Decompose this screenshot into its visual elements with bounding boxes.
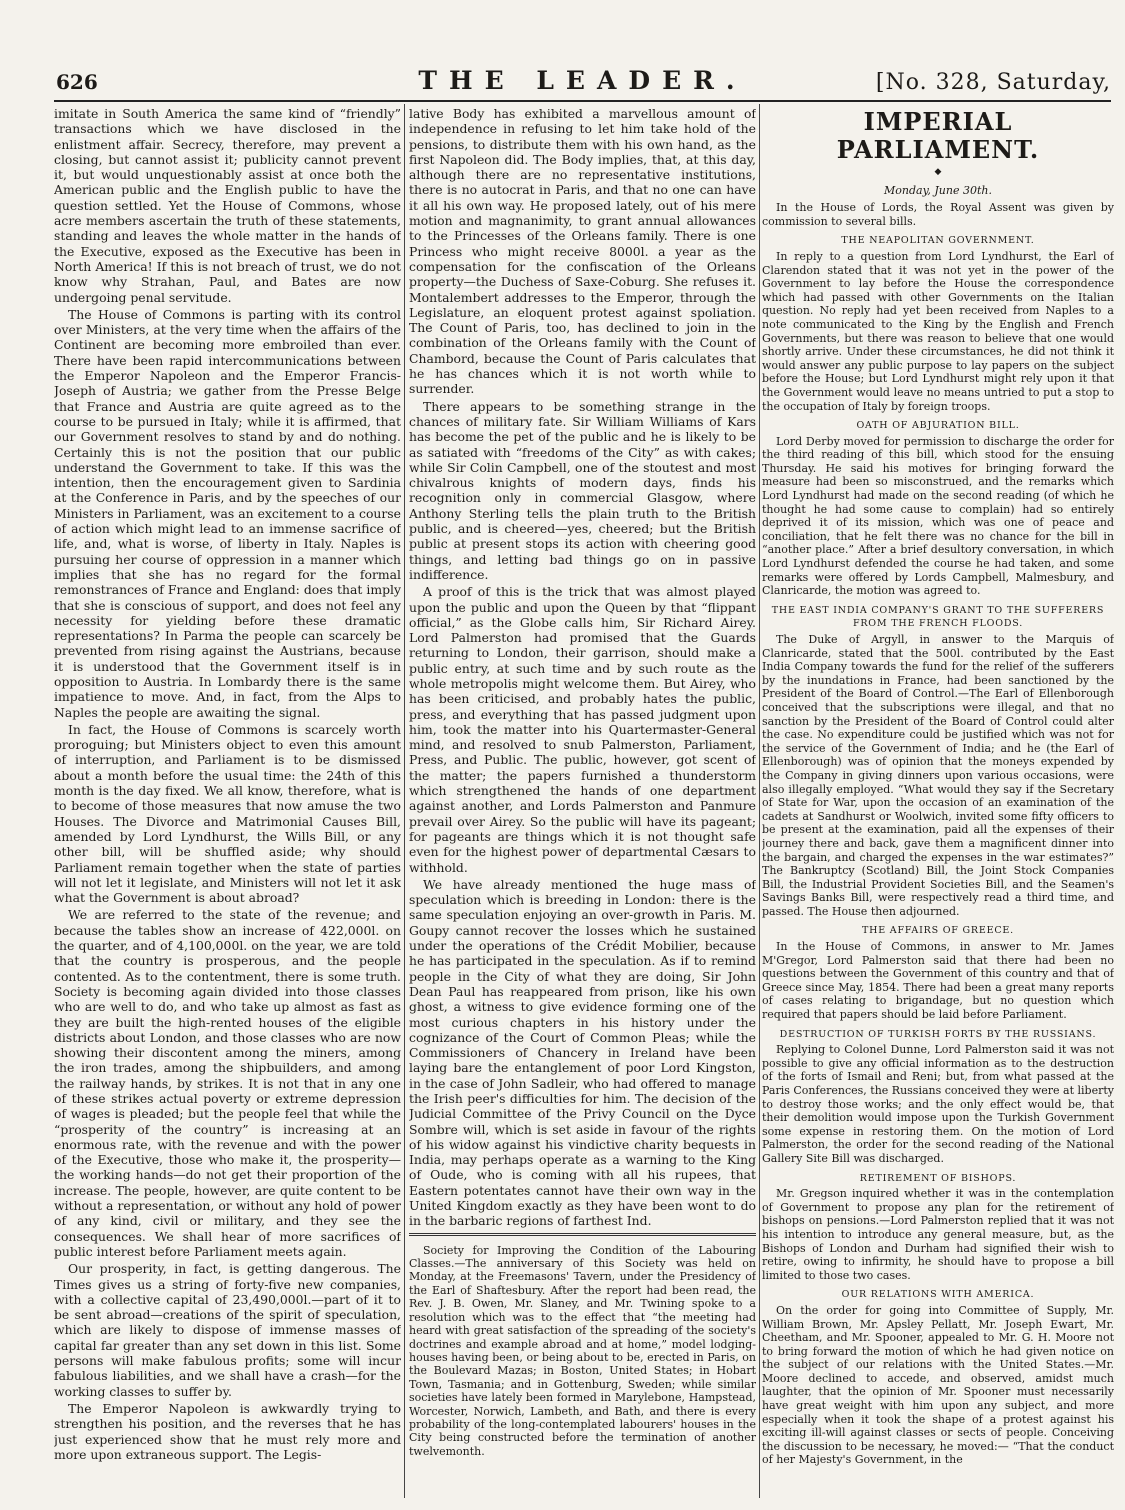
paragraph: The House of Commons is parting with its control over Ministers, at the very time when the affairs of the Continent are becoming more embroiled than ever. There have been rapid intercommunications between the Emperor Napoleon and the Emperor Francis-Joseph of Austria; we gather from the Presse Belge that France and Austria are quite agreed as to the course to be pursued in Italy; while it is affirmed, that our Government resolves to stand by and do nothing. Certainly this is not the position that our public understand the Government to take. If this was the intention, then the encouragement given to Sardinia at the Conference in Paris, and by the speeches of our Ministers in Parliament, was an excitement to a course of action which might lead to an immense sacrifice of life, and, what is worse, of liberty in Italy. Naples is pursuing her course of oppression in a manner which implies that she has no regard for the formal remonstrances of France and England: does that imply that she is conscious of support, and does not feel any necessity for yielding before these dramatic representations? In Parma the people can scarcely be prevented from rising against the Austrians, because it is understood that the Government itself is in opposition to Austria. In Lombardy there is the same impatience to move. And, in fact, from the Alps to Naples the people are awaiting the signal. <box>54 306 401 720</box>
paragraph: In the House of Commons, in answer to Mr. James M'Gregor, Lord Palmerston said that there had been no questions between the Government of this country and that of Greece since May, 1854. There had been a great many reports of cases relating to brigandage, but no question which required that papers should be laid before Parliament. <box>762 940 1114 1022</box>
column-divider <box>759 104 760 1498</box>
subheading: OUR RELATIONS WITH AMERICA. <box>841 1289 1035 1301</box>
paragraph: In reply to a question from Lord Lyndhurst, the Earl of Clarendon stated that it was not yet in the power of the Government to lay before the House the correspondence which had passed with other Governments on the Italian question. No reply had yet been received from Naples to a note communicated to the King by the English and French Governments, but there was reason to believe that one would shortly arrive. Under these circumstances, he did not think it would answer any public purpose to lay papers on the subject before the House; but Lord Lyndhurst might rely upon it that the Government would leave no means untried to put a stop to the occupation of Italy by foreign troops. <box>762 249 1114 413</box>
subheading: RETIREMENT OF BISHOPS. <box>859 1172 1017 1184</box>
subheading: THE NEAPOLITAN GOVERNMENT. <box>841 235 1035 247</box>
column-2 <box>409 106 756 1498</box>
paragraph: Mr. Gregson inquired whether it was in the contemplation of Government to propose any plan for the retirement of bishops on pensions.—Lord Palmerston replied that it was not his intention to introduce any general measure, but, as the Bishops of London and Durham had signified their wish to retire, owing to infirmity, he should have to propose a bill limited to those two cases. <box>762 1187 1114 1282</box>
paragraph: Lord Derby moved for permission to discharge the order for the third reading of this bill, which stood for the ensuing Thursday. He said his motives for bringing forward the measure had been so misconstrued, and the remarks which Lord Lyndhurst had made on the second reading (of which he thought he had some cause to complain) had so entirely deprived it of its mission, which was one of peace and conciliation, that he felt there was no chance for the bill in “another place.” After a brief desultory conversation, in which Lord Lyndhurst defended the course he had taken, and some remarks were offered by Lords Campbell, Malmesbury, and Clanricarde, the motion was agreed to. <box>762 434 1114 598</box>
page-number: 626 <box>56 70 98 94</box>
section-heading: IMPERIAL PARLIAMENT. <box>836 107 1040 164</box>
column-3 <box>762 106 1114 1498</box>
column-1 <box>54 106 401 1498</box>
paragraph: The Duke of Argyll, in answer to the Marquis of Clanricarde, stated that the 500l. contributed by the East India Company towards the fund for the relief of the sufferers by the inundations in France, had been sanctioned by the President of the Board of Control.—The Earl of Ellenborough conceived that the subscriptions were illegal, and that no sanction by the President of the Board of Control could alter the case. No expenditure could be justified which was not for the service of the Government of India; and he (the Earl of Ellenborough) was of opinion that the moneys expended by the Company in giving dinners upon various occasions, were also illegally employed. “What would they say if the Secretary of State for War, upon the occasion of an examination of the cadets at Sandhurst or Woolwich, invited some fifty officers to be present at the examination, paid all the expenses of their journey there and back, gave them a magnificent dinner into the bargain, and charged the expenses in the war estimates?” The Bankruptcy (Scotland) Bill, the Joint Stock Companies Bill, the Industrial Provident Societies Bill, and the Seamen's Savings Banks Bill, were respectively read a third time, and passed. The House then adjourned. <box>762 633 1114 918</box>
paragraph: We have already mentioned the huge mass of speculation which is breeding in London: there is the same speculation enjoying an over-growth in Paris. M. Goupy cannot recover the losses which he sustained under the operations of the Crédit Mobilier, because he has participated in the speculation. As if to remind people in the City of what they are doing, Sir John Dean Paul has reappeared from prison, like his own ghost, a witness to give evidence forming one of the most curious chapters in his history under the cognizance of the Court of Common Pleas; while the Commissioners of Chancery in Ireland have been laying bare the entanglement of poor Lord Kingston, in the case of John Sadleir, who had offered to manage the Irish peer's difficulties for him. The decision of the Judicial Committee of the Privy Council on the Dyce Sombre will, which is set aside in favour of the rights of his widow against his vindictive charity bequests in India, may perhaps operate as a warning to the King of Oude, who is coming with all his rupees, that Eastern potentates cannot have their own way in the United Kingdom exactly as they have been wont to do in the barbaric regions of farthest Ind. <box>409 876 756 1229</box>
paragraph: On the order for going into Committee of Supply, Mr. William Brown, Mr. Apsley Pellatt, Mr. Joseph Ewart, Mr. Cheetham, and Mr. Spooner, appealed to Mr. G. H. Moore not to bring forward the motion of which he had given notice on the subject of our relations with the United States.—Mr. Moore declined to accede, and observed, amidst much laughter, that the opinion of Mr. Spooner must necessarily have great weight with him upon any subject, and more especially when it took the shape of a protest against his exciting ill-will against classes or sects of people. Conceiving the discussion to be necessary, he moved:— “That the conduct of her Majesty's Government, in the <box>762 1303 1114 1467</box>
paragraph: In fact, the House of Commons is scarcely worth proroguing; but Ministers object to even this amount of interruption, and Parliament is to be dismissed about a month before the usual time: the 24th of this month is the day fixed. We all know, therefore, what is to become of those measures that now amuse the two Houses. The Divorce and Matrimonial Causes Bill, amended by Lord Lyndhurst, the Wills Bill, or any other bill, will be shuffled aside; why should Parliament remain together when the state of parties will not let it legislate, and Ministers will not let it ask what the Government is about abroad? <box>54 721 401 906</box>
subheading: DESTRUCTION OF TURKISH FORTS BY THE RUSSIANS. <box>779 1028 1097 1040</box>
issue-label: [No. 328, Saturday, <box>875 70 1111 95</box>
paragraph: imitate in South America the same kind of “friendly” transactions which we have disclosed in the enlistment affair. Secrecy, therefore, may prevent a closing, but cannot assist it; publicity cannot prevent it, but would unquestionably assist at once both the American public and the English public to have the question settled. Yet the House of Commons, whose acre members ascertain the truth of these statements, standing and leaves the whole matter in the hands of the Executive, exposed as the Executive has been in North America! If this is not breach of trust, we do not know why Strahan, Paul, and Bates are now undergoing penal servitude. <box>54 106 401 305</box>
paragraph: There appears to be something strange in the chances of military fate. Sir William Williams of Kars has become the pet of the public and he is likely to be as satiated with “freedoms of the City” as with cakes; while Sir Colin Campbell, one of the stoutest and most chivalrous knights of modern days, finds his recognition only in commercial Glasgow, where Anthony Sterling tells the plain truth to the British public, and is cheered—yes, cheered; but the British public at present stops its action with cheering good things, and letting bad things go on in passive indifference. <box>409 398 756 582</box>
report-date: Monday, June 30th. <box>884 183 992 197</box>
paragraph: A proof of this is the trick that was almost played upon the public and upon the Queen by that “flippant official,” as the Globe calls him, Sir Richard Airey. Lord Palmerston had promised that the Guards returning to London, their garrison, should make a public entry, at such time and by such route as the whole metropolis might welcome them. But Airey, who has been criticised, and probably hates the public, press, and everything that has passed judgment upon him, took the matter into his Quartermaster-General mind, and resolved to snub Palmerston, Parliament, Press, and Public. The public, however, got scent of the matter; the papers furnished a thunderstorm which strengthened the hands of one department against another, and Lords Palmerston and Panmure prevail over Airey. So the public will have its pageant; for pageants are things which it is not thought safe even for the highest power of departmental Cæsars to withhold. <box>409 584 756 875</box>
paragraph: The Emperor Napoleon is awkwardly trying to strengthen his position, and the reverses that he has just experienced show that he must rely more and more upon extraneous support. The Legis- <box>54 1400 401 1462</box>
paragraph: In the House of Lords, the Royal Assent was given by commission to several bills. <box>762 201 1114 228</box>
section-divider <box>409 1233 756 1236</box>
newspaper-title: THE LEADER. <box>418 66 747 95</box>
masthead-rule <box>54 100 1111 102</box>
subheading: OATH OF ABJURATION BILL. <box>856 420 1020 432</box>
subheading: THE AFFAIRS OF GREECE. <box>862 925 1014 937</box>
column-divider <box>404 104 405 1498</box>
paragraph: lative Body has exhibited a marvellous amount of independence in refusing to let him take hold of the pensions, to distribute them with his own hand, as the first Napoleon did. The Body implies, that, at this day, although there are no representative institutions, there is no autocrat in Paris, and that no one can have it all his own way. He proposed lately, out of his mere motion and magnanimity, to grant annual allowances to the Princesses of the Orleans family. There is one Princess who might receive 8000l. a year as the compensation for the confiscation of the Orleans property—the Duchess of Saxe-Coburg. She refuses it. Montalembert addresses to the Emperor, through the Legislature, an eloquent protest against spoliation. The Count of Paris, too, has declined to join in the combination of the Orleans family with the Count of Chambord, because the Count of Paris calculates that he has chances which it is not worth while to surrender. <box>409 106 756 397</box>
masthead <box>54 58 1111 98</box>
ornament-diamond-icon: ◆ <box>934 167 942 177</box>
paragraph: We are referred to the state of the revenue; and because the tables show an increase of 422,000l. on the quarter, and of 4,100,000l. on the year, we are told that the country is prosperous, and the people contented. As to the contentment, there is some truth. Society is becoming again divided into those classes who are well to do, and who take up almost as fast as they are built the high-rented houses of the eligible districts about London, and those classes who are now showing their discontent among the miners, among the iron trades, among the shipbuilders, and among the railway hands, by strikes. It is not that in any one of these strikes actual poverty or extreme depression of wages is pleaded; but the people feel that while the “prosperity of the country” is increasing at an enormous rate, with the revenue and with the power of the Executive, those who make it, the prosperity—the working hands—do not get their proportion of the increase. The people, however, are quite content to be without a representation, or without any hold of power of any kind, civil or military, and they see the consequences. We shall hear of more sacrifices of public interest before Parliament meets again. <box>54 907 401 1259</box>
society-notice: Society for Improving the Condition of the Labouring Classes.—The anniversary of this Society was held on Monday, at the Freemasons' Tavern, under the Presidency of the Earl of Shaftesbury. After the report had been read, the Rev. J. B. Owen, Mr. Slaney, and Mr. Twining spoke to a resolution which was to the effect that “the meeting had heard with great satisfaction of the spreading of the society's doctrines and example abroad and at home,” model lodging-houses having been, or being about to be, erected in Paris, on the Boulevard Mazas; in Boston, United States; in Hobart Town, Tasmania; and in Gottenburg, Sweden; while similar societies have lately been formed in Marylebone, Hampstead, Worcester, Norwich, Lambeth, and Bath, and there is every probability of the long-contemplated labourers' houses in the City being constructed before the termination of another twelvemonth. <box>409 1243 756 1458</box>
paragraph: Our prosperity, in fact, is getting dangerous. The Times gives us a string of forty-five new companies, with a collective capital of 23,490,000l.—part of it to be sent abroad—creations of the spirit of speculation, which are likely to dispose of immense masses of capital far greater than any set down in this list. Some persons will make fabulous profits; some will incur fabulous liabilities, and we shall have a crash—for the working classes to suffer by. <box>54 1261 401 1399</box>
paragraph: Replying to Colonel Dunne, Lord Palmerston said it was not possible to give any official information as to the destruction of the forts of Ismail and Reni; but, from what passed at the Paris Conferences, the Russians conceived they were at liberty to destroy those works; and the only effect would be, that their demolition would impose upon the Turkish Government some expense in restoring them. On the motion of Lord Palmerston, the order for the second reading of the National Gallery Site Bill was discharged. <box>762 1043 1114 1165</box>
subheading: THE EAST INDIA COMPANY'S GRANT TO THE SUFFERERS FROM THE FRENCH FLOODS. <box>771 604 1105 630</box>
